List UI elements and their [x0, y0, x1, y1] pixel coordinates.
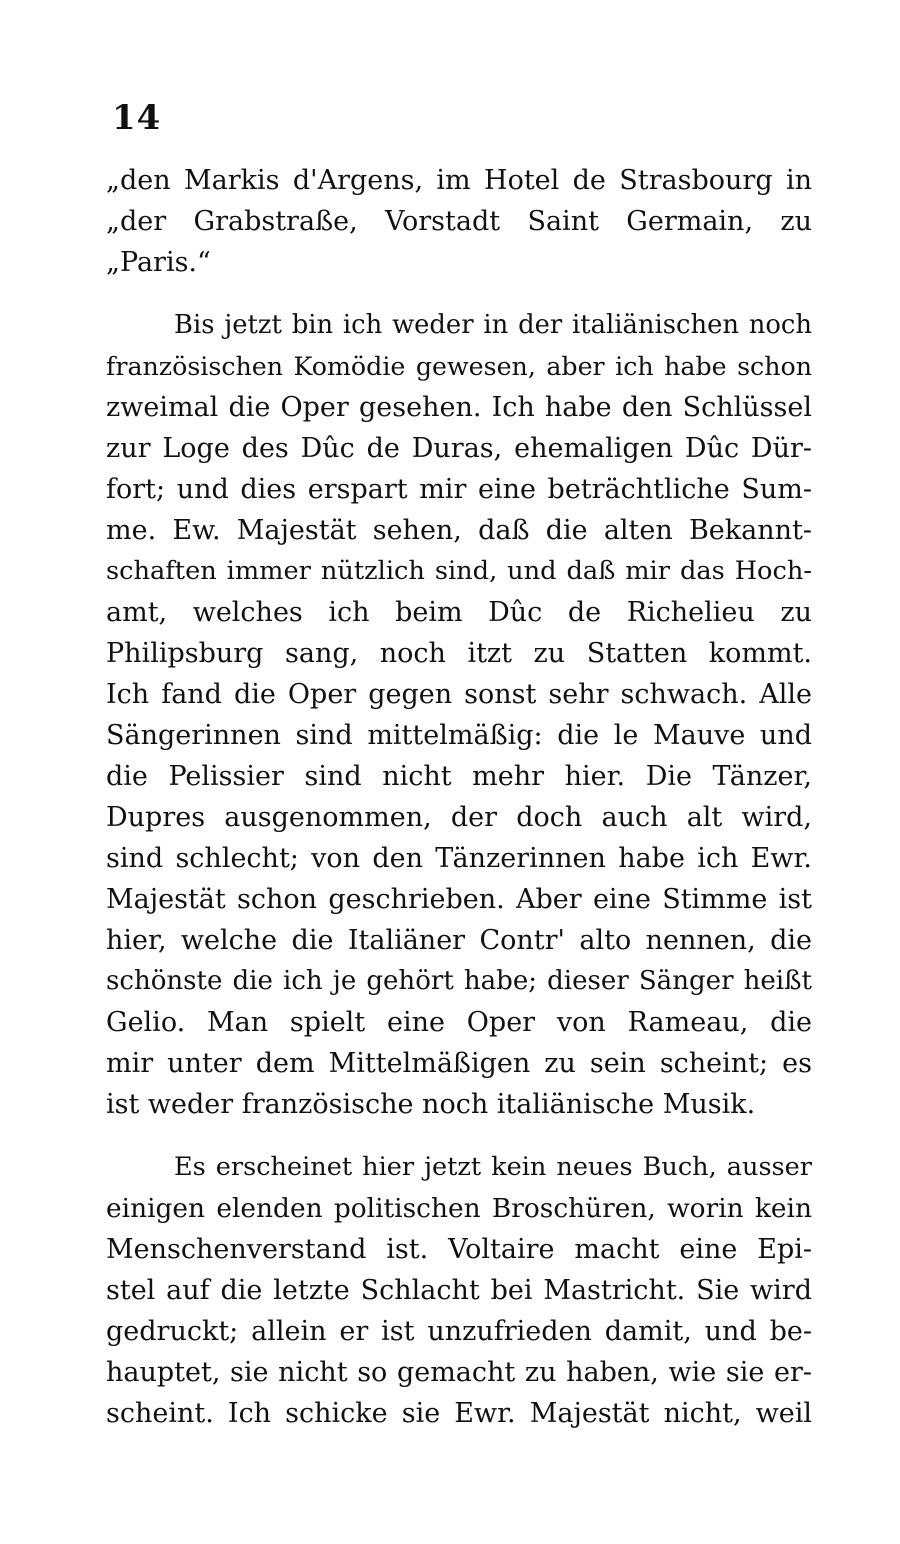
text-line: Sängerinnen sind mittelmäßig: die le Mauve und [106, 720, 812, 751]
text-line: französischen Komödie gewesen, aber ich habe schon [106, 352, 812, 381]
text-line: Bis jetzt bin ich weder in der italiänischen noch [174, 310, 812, 340]
text-line: „Paris.“ [106, 247, 211, 278]
text-line: die Pelissier sind nicht mehr hier. Die Tänzer, [106, 761, 812, 792]
text-line: me. Ew. Majestät sehen, daß die alten Bekannt- [106, 515, 812, 546]
text-line: einigen elenden politischen Broschüren, worin kein [106, 1193, 812, 1224]
paragraph-address [106, 160, 812, 283]
text-line: hier, welche die Italiäner Contr' alto nennen, die [106, 925, 812, 956]
text-line: fort; und dies erspart mir eine beträchtliche Sum- [106, 474, 812, 505]
text-line: Dupres ausgenommen, der doch auch alt wird, [106, 802, 812, 833]
paragraph-books [106, 1147, 812, 1434]
text-line: mir unter dem Mittelmäßigen zu sein scheint; es [106, 1048, 812, 1079]
text-line: stel auf die letzte Schlacht bei Mastricht. Sie wird [106, 1275, 812, 1306]
text-line: Gelio. Man spielt eine Oper von Rameau, die [106, 1007, 812, 1038]
text-line: hauptet, sie nicht so gemacht zu haben, wie sie er- [106, 1357, 812, 1388]
page-number: 14 [112, 98, 162, 138]
text-line: Philipsburg sang, noch itzt zu Statten kommt. [106, 638, 812, 669]
text-line: Majestät schon geschrieben. Aber eine Stimme ist [106, 884, 812, 915]
text-line: „der Grabstraße, Vorstadt Saint Germain, zu [106, 206, 812, 237]
text-line: „den Markis d'Argens, im Hotel de Strasbourg in [106, 165, 812, 196]
text-line: schaften immer nützlich sind, und daß mir das Hoch- [106, 556, 812, 586]
text-line: sind schlecht; von den Tänzerinnen habe ich Ewr. [106, 843, 812, 874]
text-line: schönste die ich je gehört habe; dieser Sänger heißt [106, 966, 812, 996]
text-line: amt, welches ich beim Dûc de Richelieu zu [106, 597, 812, 628]
text-line: Menschenverstand ist. Voltaire macht eine Epi- [106, 1234, 812, 1265]
text-line: Es erscheinet hier jetzt kein neues Buch, ausser [174, 1152, 812, 1182]
paragraph-opera [106, 305, 812, 1125]
text-line: gedruckt; allein er ist unzufrieden damit, und be- [106, 1316, 812, 1347]
text-line: zur Loge des Dûc de Duras, ehemaligen Dûc Dür- [106, 433, 812, 464]
text-line: scheint. Ich schicke sie Ewr. Majestät nicht, weil [106, 1398, 812, 1429]
text-line: zweimal die Oper gesehen. Ich habe den Schlüssel [106, 392, 812, 423]
text-line: ist weder französische noch italiänische Musik. [106, 1089, 756, 1120]
text-line: Ich fand die Oper gegen sonst sehr schwach. Alle [106, 679, 812, 710]
body-text [106, 160, 812, 1434]
